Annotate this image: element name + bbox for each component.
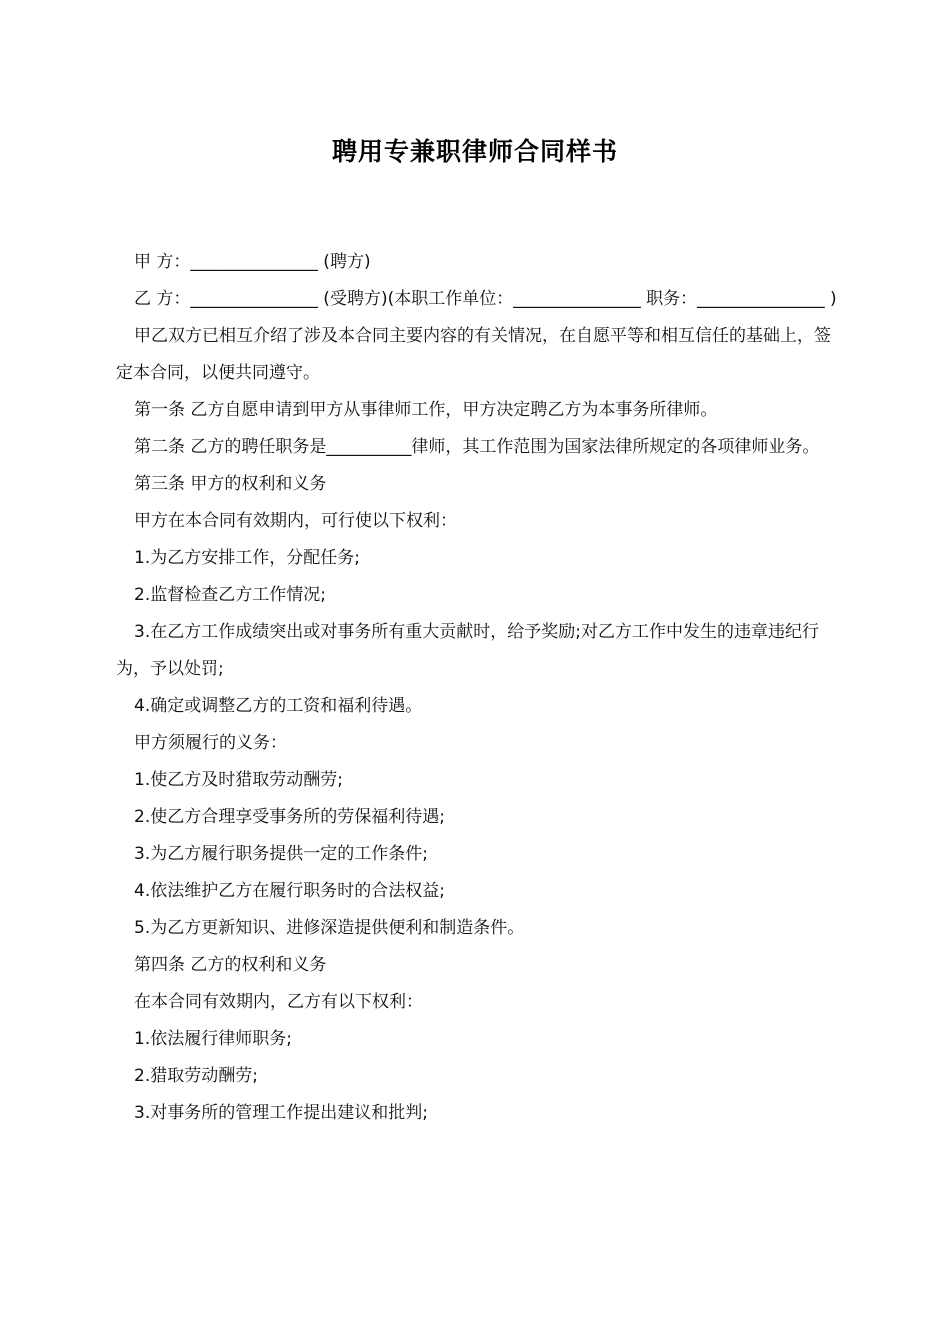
article-4-heading: 第四条 乙方的权利和义务	[134, 955, 327, 975]
party-a-duties-intro: 甲方须履行的义务：	[134, 733, 287, 753]
party-a-duty-5: 5.为乙方更新知识、进修深造提供便利和制造条件。	[134, 918, 525, 938]
party-a-duty-4: 4.依法维护乙方在履行职务时的合法权益;	[134, 881, 445, 901]
party-a-duty-2: 2.使乙方合理享受事务所的劳保福利待遇;	[134, 807, 445, 827]
article-2: 第二条 乙方的聘任职务是__________律师，其工作范围为国家法律所规定的各项律师业务。	[134, 437, 820, 457]
party-a-right-2: 2.监督检查乙方工作情况;	[134, 585, 326, 605]
document-body	[116, 244, 838, 1132]
article-1: 第一条 乙方自愿申请到甲方从事律师工作，甲方决定聘乙方为本事务所律师。	[134, 400, 718, 420]
article-3-heading: 第三条 甲方的权利和义务	[134, 474, 327, 494]
party-b-rights-intro: 在本合同有效期内，乙方有以下权利：	[134, 992, 423, 1012]
party-a-rights-intro: 甲方在本合同有效期内，可行使以下权利：	[134, 511, 457, 531]
party-a-right-4: 4.确定或调整乙方的工资和福利待遇。	[134, 696, 423, 716]
party-b-right-3: 3.对事务所的管理工作提出建议和批判;	[134, 1103, 428, 1123]
party-a-line: 甲 方：_______________ (聘方)	[134, 252, 371, 272]
party-a-duty-1: 1.使乙方及时猎取劳动酬劳;	[134, 770, 343, 790]
party-b-right-1: 1.依法履行律师职务;	[134, 1029, 292, 1049]
party-a-duty-3: 3.为乙方履行职务提供一定的工作条件;	[134, 844, 428, 864]
party-a-right-1: 1.为乙方安排工作，分配任务;	[134, 548, 360, 568]
party-a-right-3: 3.在乙方工作成绩突出或对事务所有重大贡献时，给予奖励;对乙方工作中发生的违章违纪行为，予以处罚;	[116, 622, 819, 679]
document-title: 聘用专兼职律师合同样书	[331, 137, 618, 166]
preamble-paragraph: 甲乙双方已相互介绍了涉及本合同主要内容的有关情况，在自愿平等和相互信任的基础上，签定本合同，以便共同遵守。	[116, 326, 831, 383]
party-b-right-2: 2.猎取劳动酬劳;	[134, 1066, 258, 1086]
party-b-line: 乙 方：_______________ (受聘方)(本职工作单位：_______________ 职务：_______________ )	[134, 289, 837, 309]
